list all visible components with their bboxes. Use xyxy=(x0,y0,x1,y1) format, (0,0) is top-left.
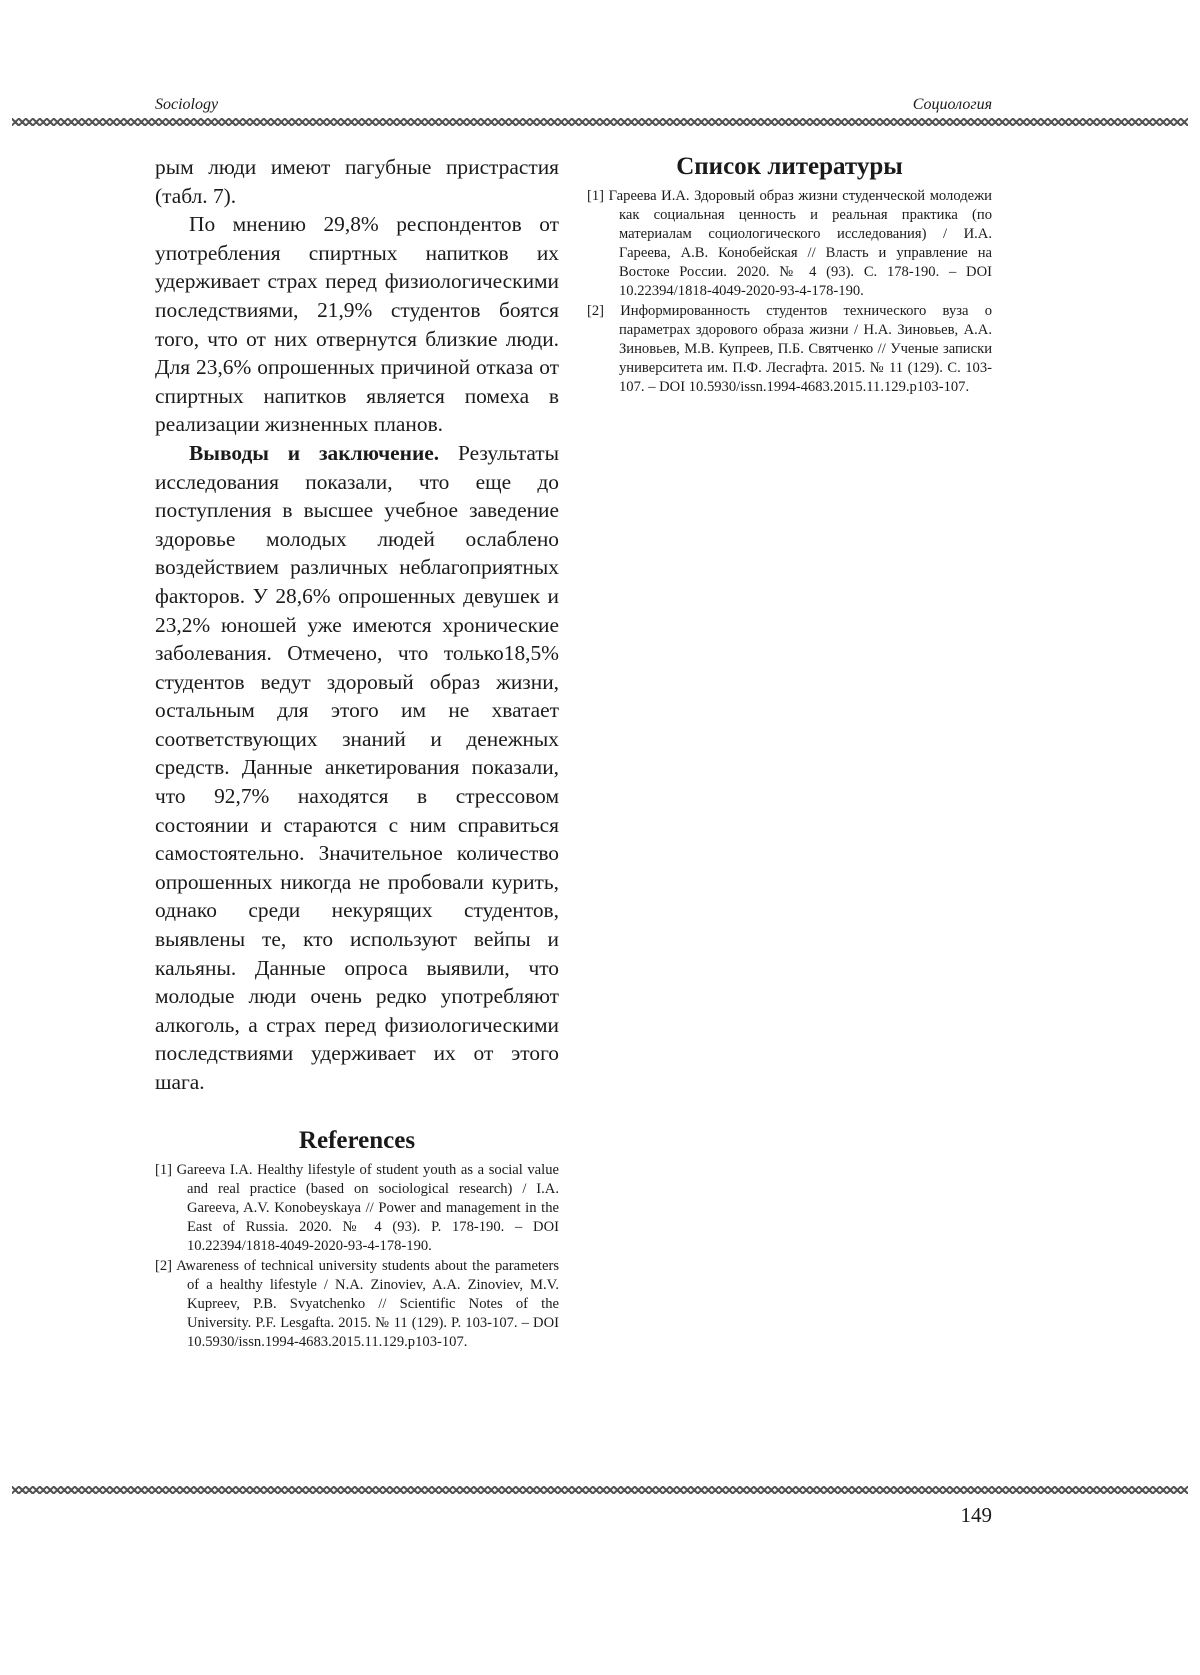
left-column xyxy=(155,153,559,1353)
references-en-title: References xyxy=(298,1126,416,1154)
reference-item: [2] Awareness of technical university students about the parameters of a healthy lifestyle / N.A. Zinoviev, A.A. Zinoviev, M.V. Kupreev, P.B. Svyatchenko // Scientific Notes of the University. P.F. Lesgafta. 2015. № 11 (129). P. 103-107. – DOI 10.5930/issn.1994-4683.2015.11.129.p103-107. xyxy=(155,1257,559,1350)
references-en-list xyxy=(155,1161,559,1352)
reference-item: [1] Гареева И.А. Здоровый образ жизни студенческой молодежи как социальная ценность и реальная практика (по материалам социологического исследования) / И.А. Гареева, А.В. Конобейская // Власть и управление на Востоке России. 2020. № 4 (93). С. 178-190. – DOI 10.22394/1818-4049-2020-93-4-178-190. xyxy=(587,188,992,299)
reference-item: [1] Gareeva I.A. Healthy lifestyle of student youth as a social value and real practice (based on sociological research) / I.A. Gareeva, A.V. Konobeyskaya // Power and management in the East of Russia. 2020. № 4 (93). P. 178-190. – DOI 10.22394/1818-4049-2020-93-4-178-190. xyxy=(155,1161,559,1254)
body-paragraph-continued: рым люди имеют пагубные пристрастия (табл. 7). xyxy=(155,155,559,208)
footer-ornament-rule xyxy=(12,1486,1188,1494)
reference-item: [2] Информированность студентов технического вуза о параметрах здорового образа жизни / Н.А. Зиновьев, А.А. Зиновьев, М.В. Купреев, П.Б. Святченко // Ученые записки университета им. П.Ф. Лесгафта. 2015. № 11 (129). С. 103-107. – DOI 10.5930/issn.1994-4683.2015.11.129.p103-107. xyxy=(587,303,992,395)
running-head-left: Sociology xyxy=(155,96,219,113)
conclusions-paragraph xyxy=(155,439,559,1097)
header-ornament-rule xyxy=(12,118,1188,126)
right-column xyxy=(587,153,992,398)
page-number: 149 xyxy=(960,1503,992,1527)
references-ru-title: Список литературы xyxy=(676,153,903,180)
references-ru-list xyxy=(587,187,992,397)
conclusions-text: Результаты исследования показали, что еще до поступления в высшее учебное заведение здоровье молодых людей ослаблено воздействием различных неблагоприятных факторов. У 28,6% опрошенных девушек и 23,2% юношей уже имеются хронические заболевания. Отмечено, что только18,5% студентов ведут здоровый образ жизни, остальным для этого им не хватает соответствующих знаний и денежных средств. Данные анкетирования показали, что 92,7% находятся в стрессовом состоянии и стараются с ним справиться самостоятельно. Значительное количество опрошенных никогда не пробовали курить, однако среди некурящих студентов, выявлены те, кто используют вейпы и кальяны. Данные опроса выявили, что молодые люди очень редко употребляют алкоголь, а страх перед физиологическими последствиями удерживает их от этого шага. xyxy=(155,440,559,1094)
conclusions-heading: Выводы и заключение. xyxy=(189,440,440,465)
body-paragraph: По мнению 29,8% респондентов от употребления спиртных напитков их удерживает страх перед физиологическими последствиями, 21,9% студентов боятся того, что от них отвернутся близкие люди. Для 23,6% опрошенных причиной отказа от спиртных напитков является помеха в реализации жизненных планов. xyxy=(155,212,559,437)
running-head-right: Социология xyxy=(912,96,992,113)
